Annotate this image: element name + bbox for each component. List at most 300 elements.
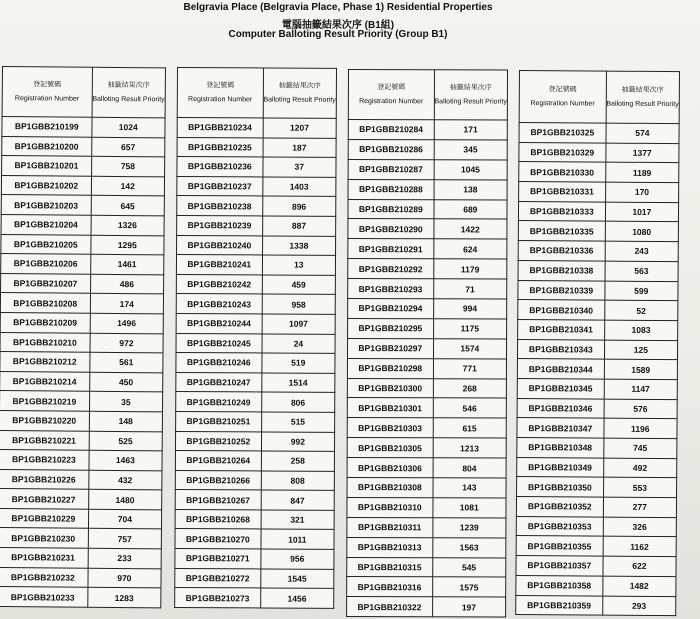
priority-cell: 704: [88, 509, 162, 529]
registration-number-cell: BP1GBB210247: [176, 372, 262, 392]
registration-number-cell: BP1GBB210292: [348, 259, 434, 279]
registration-header-zh: 登記號碼: [206, 82, 235, 90]
table-row: [347, 418, 506, 438]
priority-cell: 1589: [604, 359, 678, 379]
priority-cell: 24: [262, 333, 335, 353]
registration-number-cell: BP1GBB210252: [175, 431, 261, 451]
priority-cell: 622: [603, 556, 677, 576]
table-row: [0, 430, 162, 451]
table-row: [348, 259, 507, 279]
registration-number-cell: BP1GBB210331: [519, 182, 606, 202]
priority-cell: 599: [605, 281, 679, 301]
table-row: [176, 372, 335, 392]
table-row: [1, 214, 164, 235]
registration-number-cell: BP1GBB210348: [517, 437, 604, 457]
table-row: [0, 352, 163, 373]
priority-cell: 277: [603, 497, 677, 517]
priority-cell: 645: [91, 196, 165, 216]
priority-cell: 1147: [604, 379, 678, 399]
table-row: [516, 536, 676, 557]
priority-cell: 459: [262, 275, 335, 295]
priority-cell: 326: [603, 517, 677, 537]
table-row: [519, 182, 679, 203]
priority-cell: 125: [604, 340, 678, 360]
table-row: [1, 234, 164, 255]
registration-number-cell: BP1GBB210214: [0, 371, 89, 391]
registration-number-cell: BP1GBB210201: [2, 156, 92, 176]
registration-number-cell: BP1GBB210245: [176, 333, 262, 353]
priority-cell: 1545: [260, 569, 333, 589]
table-row: [175, 470, 334, 490]
table-row: [348, 219, 507, 239]
registration-number-cell: BP1GBB210203: [1, 195, 91, 215]
priority-cell: 1196: [604, 418, 678, 438]
table-row: [347, 378, 506, 398]
registration-number-cell: BP1GBB210353: [516, 516, 603, 536]
priority-cell: 546: [433, 398, 506, 418]
priority-cell: 563: [605, 261, 679, 281]
priority-header: [92, 67, 166, 118]
table-row: [517, 418, 677, 439]
table-row: [517, 398, 677, 419]
registration-number-cell: BP1GBB210220: [0, 410, 89, 430]
priority-cell: 972: [90, 333, 164, 353]
registration-number-cell: BP1GBB210308: [347, 478, 433, 498]
table-row: [177, 176, 336, 196]
table-row: [347, 398, 506, 418]
priority-cell: 1338: [262, 236, 335, 256]
table-row: [347, 458, 506, 478]
priority-cell: 970: [88, 568, 162, 588]
priority-cell: 1456: [260, 588, 333, 608]
registration-number-cell: BP1GBB210200: [2, 136, 92, 156]
registration-number-cell: BP1GBB210223: [0, 450, 89, 470]
registration-number-cell: BP1GBB210315: [347, 557, 433, 577]
priority-cell: 1189: [605, 162, 679, 182]
table-row: [1, 254, 164, 275]
registration-number-cell: BP1GBB210301: [347, 398, 433, 418]
table-row: [516, 575, 676, 596]
registration-number-cell: BP1GBB210306: [347, 458, 433, 478]
registration-number-header: [177, 68, 263, 118]
priority-cell: 432: [88, 470, 162, 490]
registration-number-cell: BP1GBB210234: [177, 118, 263, 138]
priority-cell: 804: [433, 458, 506, 478]
table-row: [518, 300, 678, 321]
registration-number-cell: BP1GBB210221: [0, 430, 89, 450]
priority-cell: 35: [89, 392, 163, 412]
registration-number-cell: BP1GBB210311: [347, 517, 433, 537]
table-row: [517, 359, 677, 380]
table-row: [0, 489, 162, 510]
table-row: [347, 338, 506, 358]
priority-header-zh: 抽籤結果次序: [621, 86, 664, 95]
registration-number-cell: BP1GBB210341: [518, 319, 605, 339]
registration-number-cell: BP1GBB210358: [516, 575, 603, 595]
table-row: [348, 199, 507, 219]
priority-cell: 197: [432, 597, 505, 617]
table-row: [516, 595, 676, 616]
registration-number-cell: BP1GBB210357: [516, 556, 603, 576]
registration-number-cell: BP1GBB210206: [1, 254, 91, 274]
registration-number-cell: BP1GBB210266: [175, 470, 261, 490]
priority-cell: 1463: [89, 450, 163, 470]
registration-number-header: [348, 70, 434, 120]
priority-header-en: Balloting Result Priority: [606, 100, 679, 109]
registration-number-cell: BP1GBB210208: [0, 293, 90, 313]
registration-number-cell: BP1GBB210249: [176, 392, 262, 412]
table-row: [176, 294, 335, 314]
registration-header-en: Registration Number: [14, 95, 80, 103]
registration-number-cell: BP1GBB210227: [0, 489, 88, 509]
priority-cell: 992: [261, 431, 334, 451]
priority-cell: 896: [262, 196, 335, 216]
table-row: [2, 117, 165, 138]
table-row: [175, 451, 334, 471]
priority-cell: 1179: [433, 259, 506, 279]
registration-number-cell: BP1GBB210289: [348, 199, 434, 219]
priority-cell: 293: [602, 596, 676, 616]
priority-cell: 1574: [433, 339, 506, 359]
table-row: [348, 239, 507, 259]
priority-cell: 1563: [432, 538, 505, 558]
table-row: [348, 318, 507, 338]
priority-header-zh: 抽籤結果次序: [107, 81, 150, 90]
registration-number-cell: BP1GBB210243: [176, 294, 262, 314]
table-row: [2, 156, 165, 177]
table-row: [176, 411, 335, 431]
registration-number-cell: BP1GBB210209: [0, 312, 90, 332]
priority-header: [263, 68, 337, 118]
priority-cell: 37: [263, 157, 336, 177]
table-row: [519, 142, 679, 163]
priority-cell: 1081: [433, 498, 506, 518]
table-row: [348, 120, 507, 140]
registration-number-cell: BP1GBB210267: [175, 490, 261, 510]
registration-number-cell: BP1GBB210297: [347, 338, 433, 358]
table-row: [347, 557, 506, 577]
registration-number-cell: BP1GBB210290: [348, 219, 434, 239]
registration-number-cell: BP1GBB210264: [175, 451, 261, 471]
table-row: [175, 490, 334, 510]
registration-number-header: [2, 67, 92, 118]
priority-cell: 143: [433, 478, 506, 498]
table-row: [0, 312, 163, 333]
table-row: [518, 201, 678, 222]
registration-number-cell: BP1GBB210355: [516, 536, 603, 556]
priority-cell: 553: [603, 477, 677, 497]
priority-cell: 1295: [90, 235, 164, 255]
table-row: [516, 556, 676, 577]
registration-number-cell: BP1GBB210226: [0, 469, 89, 489]
priority-cell: 689: [434, 199, 507, 219]
priority-header-en: Balloting Result Priority: [434, 98, 507, 106]
registration-number-cell: BP1GBB210241: [176, 255, 262, 275]
priority-cell: 174: [90, 294, 164, 314]
priority-cell: 1496: [90, 313, 164, 333]
registration-number-cell: BP1GBB210338: [518, 260, 605, 280]
table-row: [1, 175, 164, 196]
registration-header-zh: 登記號碼: [548, 86, 577, 94]
registration-number-cell: BP1GBB210347: [517, 418, 604, 438]
priority-cell: 450: [89, 372, 163, 392]
registration-number-cell: BP1GBB210298: [347, 358, 433, 378]
table-row: [176, 274, 335, 294]
table-row: [0, 548, 161, 569]
registration-number-cell: BP1GBB210316: [347, 577, 433, 597]
priority-cell: 1011: [261, 529, 334, 549]
priority-cell: 1017: [605, 202, 679, 222]
priority-cell: 268: [433, 378, 506, 398]
table-row: [1, 195, 164, 216]
table-row: [175, 529, 334, 549]
title-line-2: 電腦抽籤結果次序 (B1組): [281, 20, 395, 31]
registration-number-cell: BP1GBB210246: [176, 353, 262, 373]
registration-number-cell: BP1GBB210236: [177, 157, 263, 177]
priority-cell: 994: [433, 299, 506, 319]
table-row: [177, 196, 336, 216]
registration-number-cell: BP1GBB210359: [516, 595, 603, 615]
table-row: [0, 528, 161, 549]
priority-cell: 321: [261, 510, 334, 530]
registration-number-cell: BP1GBB210293: [348, 279, 434, 299]
priority-cell: 187: [263, 138, 336, 158]
registration-number-cell: BP1GBB210344: [517, 359, 604, 379]
registration-header-en: Registration Number: [188, 96, 253, 104]
table-row: [347, 517, 506, 537]
table-row: [0, 332, 163, 353]
priority-cell: 624: [433, 239, 506, 259]
registration-header-en: Registration Number: [359, 98, 424, 106]
priority-cell: 243: [605, 241, 679, 261]
result-table-1: [0, 66, 166, 608]
table-row: [177, 137, 336, 157]
registration-number-cell: BP1GBB210230: [0, 528, 88, 548]
registration-number-cell: BP1GBB210212: [0, 352, 90, 372]
priority-cell: 492: [603, 458, 677, 478]
table-row: [0, 371, 163, 392]
registration-number-cell: BP1GBB210210: [0, 332, 90, 352]
priority-header-zh: 抽籤結果次序: [449, 84, 492, 92]
priority-header-en: Balloting Result Priority: [263, 96, 336, 104]
registration-number-cell: BP1GBB210205: [1, 234, 91, 254]
priority-cell: 574: [606, 123, 680, 143]
table-row: [517, 339, 677, 360]
table-row: [175, 568, 334, 588]
table-row: [347, 478, 506, 498]
registration-number-cell: BP1GBB210343: [517, 339, 604, 359]
registration-number-cell: BP1GBB210294: [348, 299, 434, 319]
priority-cell: 171: [434, 120, 507, 140]
result-table-2: [174, 67, 337, 609]
priority-cell: 1422: [434, 219, 507, 239]
table-row: [177, 157, 336, 177]
registration-number-cell: BP1GBB210244: [176, 313, 262, 333]
table-row: [0, 587, 161, 608]
registration-number-cell: BP1GBB210335: [518, 221, 605, 241]
registration-number-cell: BP1GBB210352: [516, 497, 603, 517]
registration-number-cell: BP1GBB210235: [177, 137, 263, 157]
table-row: [517, 457, 677, 478]
registration-number-cell: BP1GBB210313: [347, 537, 433, 557]
registration-number-cell: BP1GBB210330: [519, 162, 606, 182]
table-row: [347, 577, 506, 597]
table-row: [176, 313, 335, 333]
priority-cell: 1326: [91, 215, 165, 235]
priority-cell: 958: [262, 294, 335, 314]
priority-cell: 1575: [432, 577, 505, 597]
registration-number-cell: BP1GBB210339: [518, 280, 605, 300]
priority-cell: 515: [261, 412, 334, 432]
table-row: [516, 516, 676, 537]
priority-header-zh: 抽籤結果次序: [278, 82, 321, 90]
priority-cell: 615: [433, 418, 506, 438]
table-row: [175, 588, 334, 608]
priority-cell: 1514: [261, 373, 334, 393]
registration-header-zh: 登記號碼: [33, 81, 62, 89]
priority-cell: 1045: [434, 160, 507, 180]
priority-cell: 1482: [602, 576, 676, 596]
registration-number-cell: BP1GBB210295: [348, 318, 434, 338]
registration-number-cell: BP1GBB210284: [348, 120, 434, 140]
table-row: [177, 235, 336, 255]
priority-cell: 1024: [92, 117, 166, 137]
table-row: [0, 410, 162, 431]
table-row: [348, 179, 507, 199]
registration-number-cell: BP1GBB210288: [348, 179, 434, 199]
table-row: [176, 392, 335, 412]
priority-cell: 1083: [604, 320, 678, 340]
priority-cell: 486: [90, 274, 164, 294]
priority-header: [606, 71, 680, 124]
priority-cell: 142: [91, 176, 165, 196]
registration-number-cell: BP1GBB210251: [176, 411, 262, 431]
priority-cell: 1480: [88, 490, 162, 510]
registration-number-cell: BP1GBB210350: [517, 477, 604, 497]
priority-cell: 1080: [605, 222, 679, 242]
priority-cell: 345: [434, 140, 507, 160]
table-row: [517, 437, 677, 458]
registration-number-cell: BP1GBB210238: [177, 196, 263, 216]
priority-cell: 1461: [90, 254, 164, 274]
table-row: [516, 497, 676, 518]
table-row: [175, 549, 334, 569]
table-row: [0, 293, 163, 314]
priority-cell: 1403: [262, 177, 335, 197]
table-row: [175, 509, 334, 529]
priority-cell: 1283: [87, 588, 161, 608]
table-row: [0, 508, 162, 529]
priority-cell: 1239: [432, 518, 505, 538]
result-table-3: [346, 69, 508, 618]
registration-number-cell: BP1GBB210340: [518, 300, 605, 320]
table-row: [518, 319, 678, 340]
priority-cell: 170: [605, 182, 679, 202]
registration-number-cell: BP1GBB210291: [348, 239, 434, 259]
registration-number-cell: BP1GBB210237: [177, 176, 263, 196]
priority-cell: 1213: [433, 438, 506, 458]
registration-number-cell: BP1GBB210233: [0, 587, 88, 607]
priority-cell: 545: [432, 557, 505, 577]
priority-cell: 138: [434, 179, 507, 199]
table-row: [0, 450, 162, 471]
priority-cell: 847: [261, 490, 334, 510]
table-row: [347, 537, 506, 557]
priority-header: [434, 70, 508, 120]
registration-number-cell: BP1GBB210231: [0, 548, 88, 568]
registration-number-cell: BP1GBB210325: [519, 123, 606, 143]
priority-cell: 808: [261, 471, 334, 491]
title-line-3: Computer Balloting Result Priority (Group B1): [228, 29, 448, 40]
priority-cell: 233: [88, 548, 162, 568]
registration-number-header: [519, 71, 606, 124]
registration-number-cell: BP1GBB210310: [347, 497, 433, 517]
table-row: [0, 391, 163, 412]
registration-number-cell: BP1GBB210333: [518, 201, 605, 221]
registration-number-cell: BP1GBB210305: [347, 438, 433, 458]
registration-number-cell: BP1GBB210329: [519, 142, 606, 162]
priority-cell: 525: [89, 431, 163, 451]
priority-cell: 956: [260, 549, 333, 569]
registration-number-cell: BP1GBB210349: [517, 457, 604, 477]
priority-cell: 806: [261, 392, 334, 412]
priority-cell: 148: [89, 411, 163, 431]
table-row: [518, 280, 678, 301]
registration-number-cell: BP1GBB210287: [348, 159, 434, 179]
table-row: [518, 241, 678, 262]
registration-number-cell: BP1GBB210202: [1, 175, 91, 195]
registration-number-cell: BP1GBB210219: [0, 391, 89, 411]
registration-number-cell: BP1GBB210270: [175, 529, 261, 549]
registration-number-cell: BP1GBB210303: [347, 418, 433, 438]
table-row: [348, 279, 507, 299]
priority-cell: 258: [261, 451, 334, 471]
table-row: [347, 438, 506, 458]
table-row: [176, 353, 335, 373]
result-table-4: [515, 70, 680, 616]
priority-cell: 1175: [433, 319, 506, 339]
priority-cell: 1097: [262, 314, 335, 334]
title-line-1: Belgravia Place (Belgravia Place, Phase 1) Residential Properties: [183, 2, 493, 13]
table-row: [176, 333, 335, 353]
priority-cell: 758: [91, 156, 165, 176]
registration-number-cell: BP1GBB210273: [175, 588, 261, 608]
registration-number-cell: BP1GBB210322: [347, 597, 433, 617]
registration-number-cell: BP1GBB210242: [176, 274, 262, 294]
table-row: [518, 260, 678, 281]
registration-number-cell: BP1GBB210346: [517, 398, 604, 418]
priority-cell: 771: [433, 358, 506, 378]
registration-number-cell: BP1GBB210345: [517, 378, 604, 398]
table-row: [348, 159, 507, 179]
table-row: [348, 299, 507, 319]
priority-cell: 745: [603, 438, 677, 458]
table-row: [347, 497, 506, 517]
table-row: [518, 221, 678, 242]
registration-number-cell: BP1GBB210286: [348, 139, 434, 159]
priority-cell: 1377: [605, 143, 679, 163]
registration-number-cell: BP1GBB210232: [0, 567, 88, 587]
registration-number-cell: BP1GBB210271: [175, 549, 261, 569]
table-row: [1, 273, 164, 294]
table-row: [517, 378, 677, 399]
registration-number-cell: BP1GBB210207: [1, 273, 91, 293]
registration-number-cell: BP1GBB210268: [175, 509, 261, 529]
priority-cell: 657: [91, 137, 165, 157]
priority-header-en: Balloting Result Priority: [92, 95, 165, 104]
table-row: [348, 139, 507, 159]
priority-cell: 52: [604, 300, 678, 320]
